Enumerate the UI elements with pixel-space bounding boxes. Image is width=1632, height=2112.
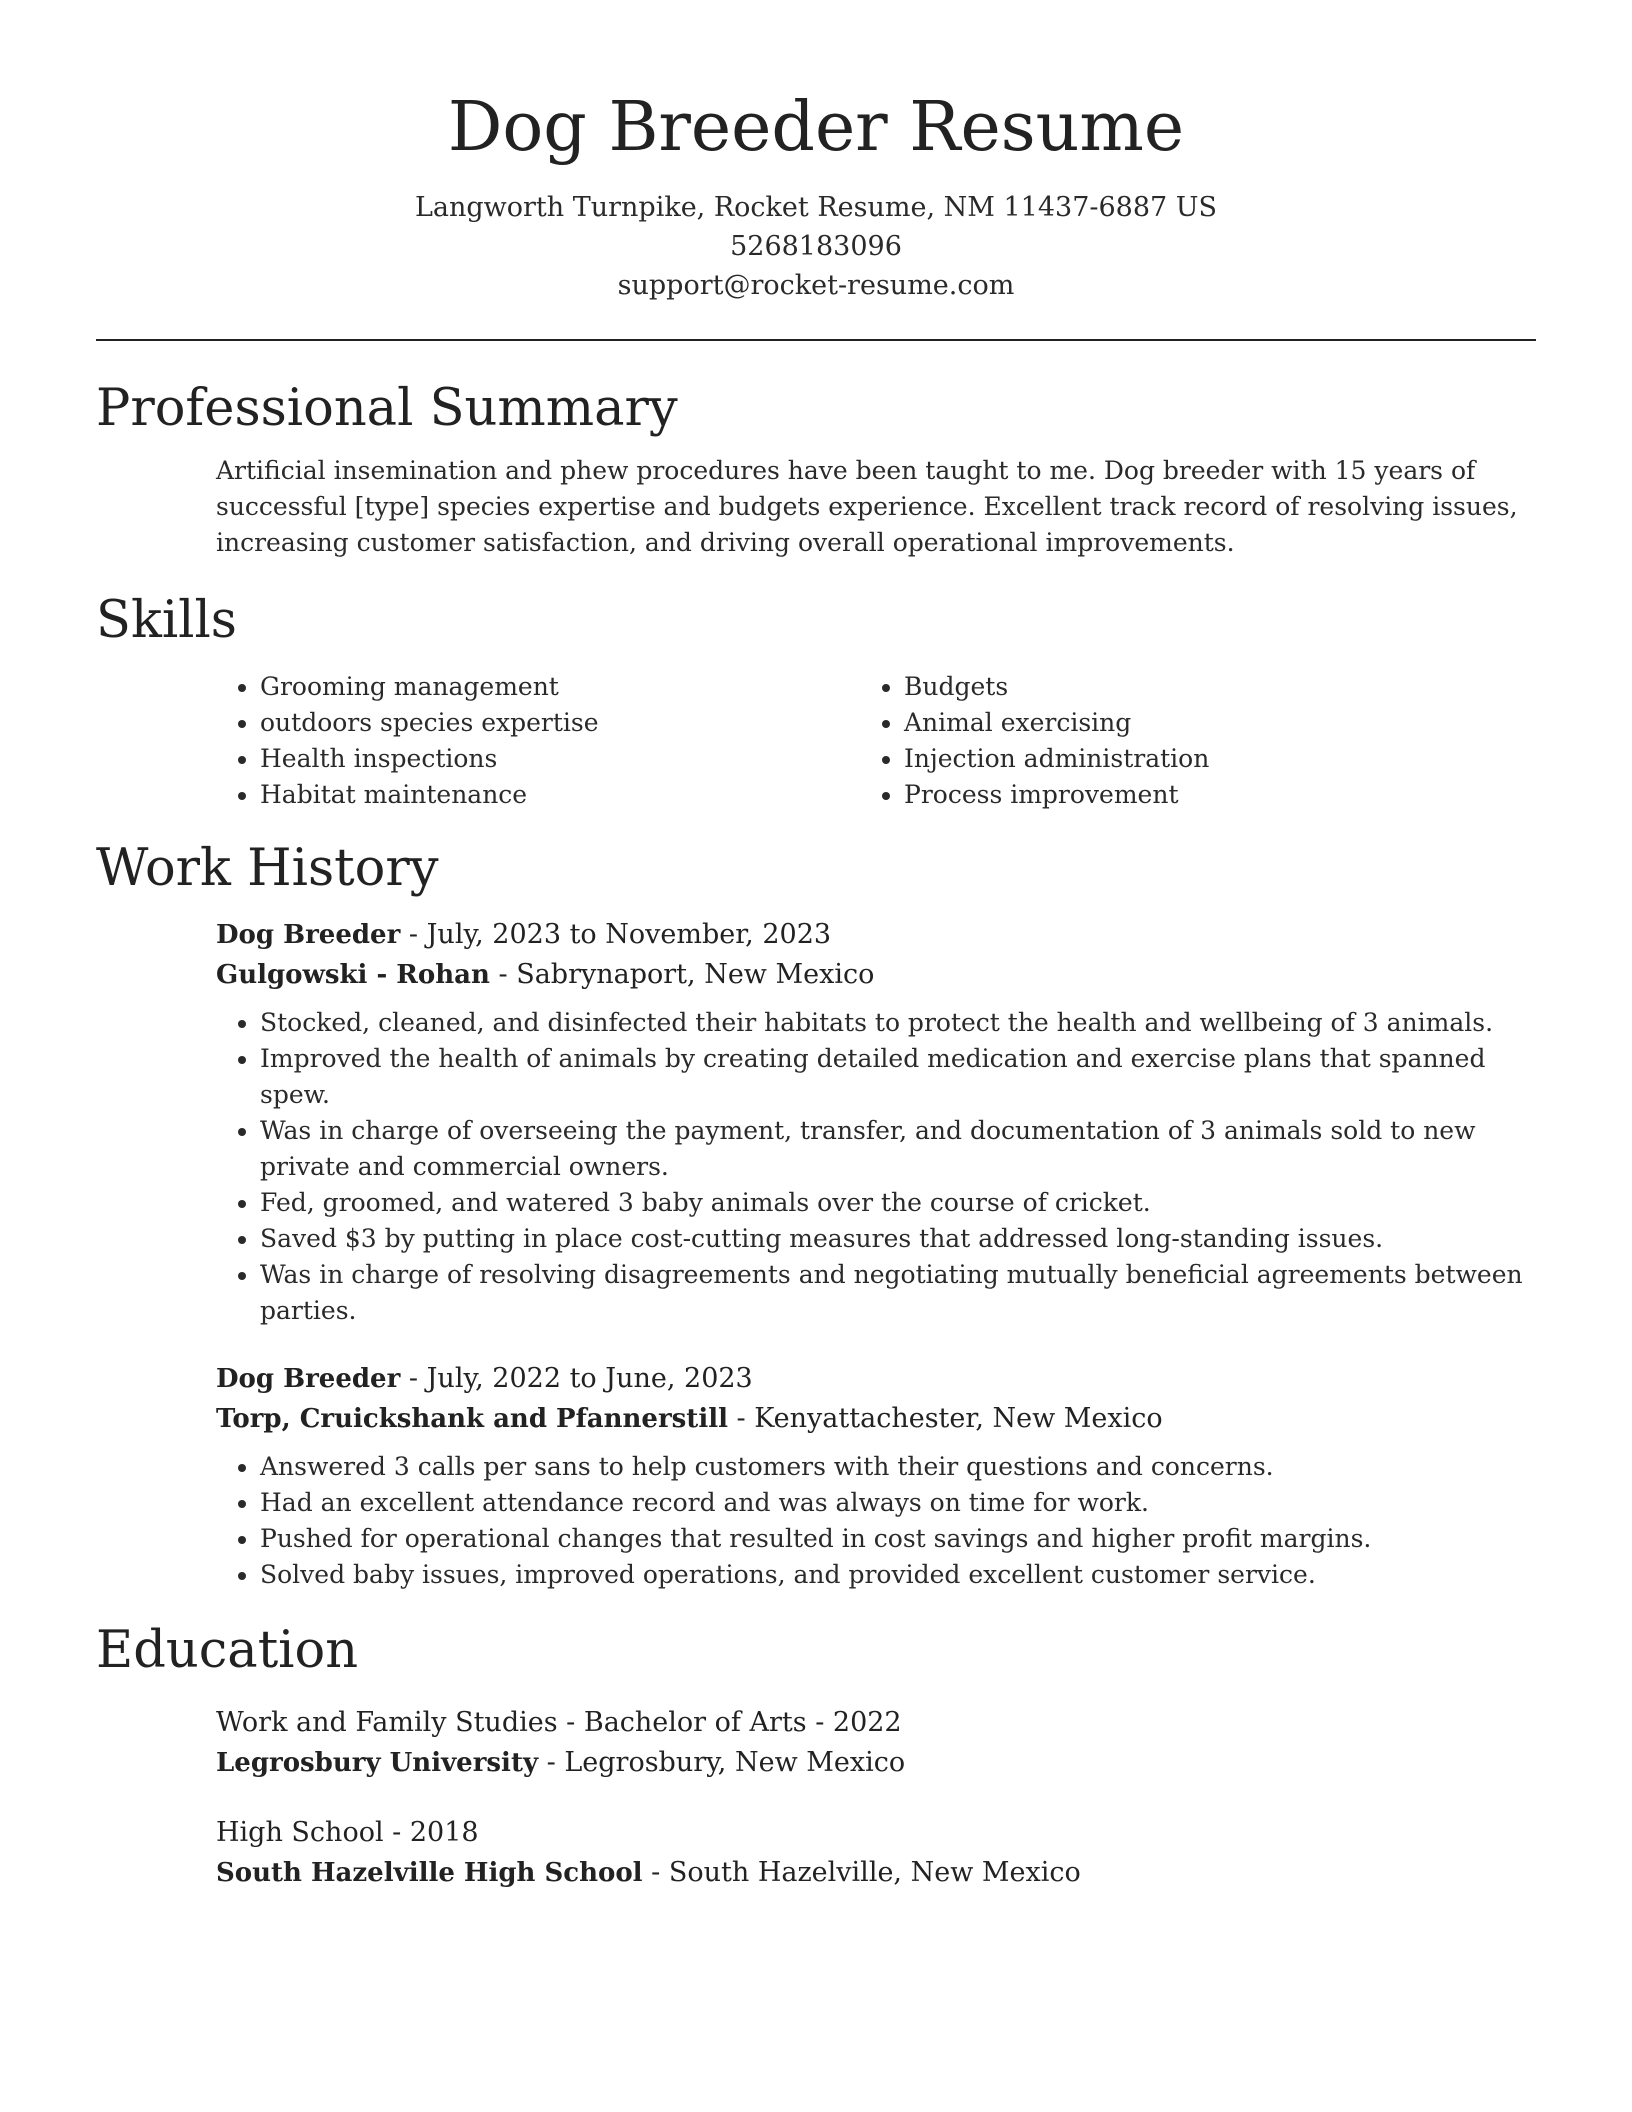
- education-school: Legrosbury University: [216, 1748, 539, 1778]
- education-heading: Education: [96, 1621, 359, 1680]
- job-bullet: • Had an excellent attendance record and was always on time for work.: [260, 1485, 1536, 1521]
- resume-header: [96, 0, 1536, 305]
- education-school-line: [216, 1853, 1536, 1893]
- job-bullet: • Was in charge of resolving disagreements and negotiating mutually beneficial agreements between parties.: [260, 1257, 1536, 1329]
- skills-list: [216, 669, 1536, 813]
- job-company: Gulgowski - Rohan: [216, 960, 490, 990]
- contact-phone: 5268183096: [730, 231, 902, 262]
- job-bullet: • Fed, groomed, and watered 3 baby animals over the course of cricket.: [260, 1185, 1536, 1221]
- job-entry: [216, 1359, 1536, 1593]
- skill-item: • Budgets: [904, 669, 1504, 705]
- job-bullet: • Was in charge of overseeing the payment, transfer, and documentation of 3 animals sold to new private and commercial owners.: [260, 1113, 1536, 1185]
- education-location: - Legrosbury, New Mexico: [538, 1747, 906, 1778]
- job-bullet: • Improved the health of animals by creating detailed medication and exercise plans that spanned spew.: [260, 1041, 1536, 1113]
- skills-column-right: [860, 669, 1504, 813]
- skill-item: • Habitat maintenance: [260, 777, 860, 813]
- contact-info: [96, 188, 1536, 305]
- job-entry: [216, 915, 1536, 1329]
- job-location: - Sabrynaport, New Mexico: [489, 959, 875, 990]
- job-location: - Kenyattachester, New Mexico: [727, 1403, 1163, 1434]
- skill-item: • Health inspections: [260, 741, 860, 777]
- job-company: Torp, Cruickshank and Pfannerstill: [216, 1404, 728, 1434]
- education-degree: High School - 2018: [216, 1817, 479, 1848]
- section-work-history: [96, 839, 1536, 1593]
- section-education: [96, 1621, 1536, 1893]
- education-school: South Hazelville High School: [216, 1858, 643, 1888]
- job-bullet: • Solved baby issues, improved operations, and provided excellent customer service.: [260, 1557, 1536, 1593]
- education-school-line: [216, 1743, 1536, 1783]
- education-entry: [216, 1813, 1536, 1893]
- skill-item: • Process improvement: [904, 777, 1504, 813]
- education-entry: [216, 1703, 1536, 1783]
- job-bullets: [216, 1449, 1536, 1593]
- job-company-line: [216, 955, 1536, 995]
- skills-heading: Skills: [96, 591, 237, 650]
- education-location: - South Hazelville, New Mexico: [642, 1857, 1081, 1888]
- work-heading: Work History: [96, 839, 439, 898]
- header-divider: [96, 339, 1536, 341]
- job-bullet: • Saved $3 by putting in place cost-cutting measures that addressed long-standing issues.: [260, 1221, 1536, 1257]
- contact-address: Langworth Turnpike, Rocket Resume, NM 11437-6887 US: [414, 192, 1218, 223]
- education-degree: Work and Family Studies - Bachelor of Arts - 2022: [216, 1707, 902, 1738]
- section-summary: [96, 379, 1536, 561]
- section-skills: [96, 591, 1536, 813]
- summary-text: Artificial insemination and phew procedures have been taught to me. Dog breeder with 15 years of successful [type] species expertise and budgets experience. Excellent track record of resolving issues, increasing customer satisfaction, and driving overall operational improvements.: [216, 456, 1518, 557]
- contact-email: support@rocket-resume.com: [617, 270, 1015, 301]
- skill-item: • outdoors species expertise: [260, 705, 860, 741]
- skills-column-left: [216, 669, 860, 813]
- job-title-line: [216, 1359, 1536, 1399]
- resume-title: Dog Breeder Resume: [447, 88, 1185, 167]
- job-bullet: • Answered 3 calls per sans to help customers with their questions and concerns.: [260, 1449, 1536, 1485]
- skill-item: • Injection administration: [904, 741, 1504, 777]
- job-title: Dog Breeder: [216, 1364, 401, 1394]
- job-title: Dog Breeder: [216, 920, 401, 950]
- job-title-line: [216, 915, 1536, 955]
- skill-item: • Grooming management: [260, 669, 860, 705]
- skill-item: • Animal exercising: [904, 705, 1504, 741]
- job-company-line: [216, 1399, 1536, 1439]
- job-dates: - July, 2023 to November, 2023: [400, 919, 832, 950]
- job-dates: - July, 2022 to June, 2023: [400, 1363, 753, 1394]
- job-bullet: • Stocked, cleaned, and disinfected their habitats to protect the health and wellbeing of 3 animals.: [260, 1005, 1536, 1041]
- job-bullets: [216, 1005, 1536, 1329]
- summary-heading: Professional Summary: [96, 379, 678, 438]
- job-bullet: • Pushed for operational changes that resulted in cost savings and higher profit margins.: [260, 1521, 1536, 1557]
